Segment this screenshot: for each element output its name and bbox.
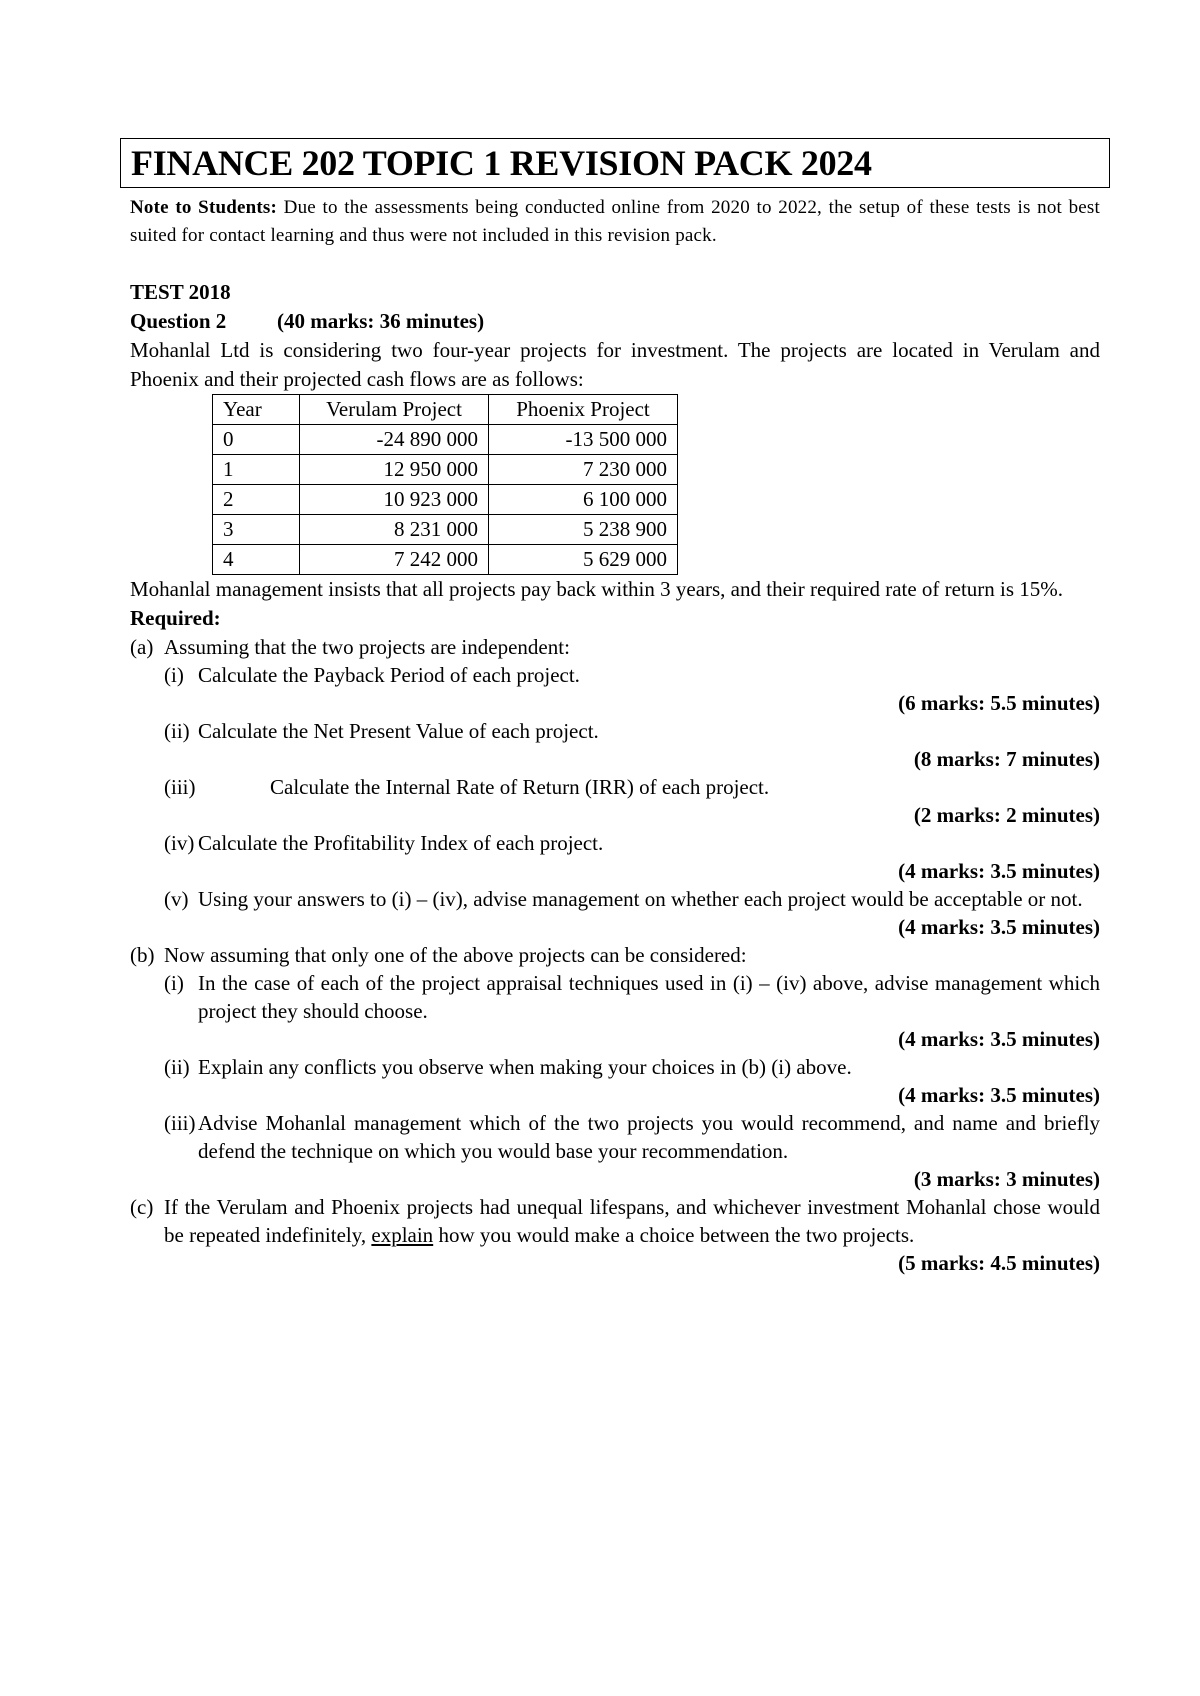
part-c-text: [164, 1193, 1100, 1249]
year-cell: 2: [213, 485, 300, 515]
cash-flow-table: [212, 394, 678, 575]
phoenix-cell: 5 238 900: [489, 515, 678, 545]
part-c-text-after: how you would make a choice between the two projects.: [433, 1223, 915, 1247]
year-cell: 1: [213, 455, 300, 485]
item-text: In the case of each of the project appraisal techniques used in (i) – (iv) above, advise management which project they should choose.: [198, 971, 1100, 1023]
document-page: [130, 138, 1100, 1277]
part-a-item: [130, 829, 1100, 857]
item-label: (iv): [164, 831, 195, 855]
part-c: [130, 1193, 1100, 1249]
question-marks: (40 marks: 36 minutes): [277, 309, 485, 333]
table-header-row: [213, 395, 678, 425]
item-text: Using your answers to (i) – (iv), advise management on whether each project would be acceptable or not.: [198, 887, 1083, 911]
note-text: Due to the assessments being conducted online from 2020 to 2022, the setup of these tests is not best suited for contact learning and thus were not included in this revision pack.: [130, 197, 1100, 246]
header-verulam: Verulam Project: [300, 395, 489, 425]
title-box: [120, 138, 1110, 188]
part-c-underlined: explain: [371, 1223, 434, 1247]
verulam-cell: 10 923 000: [300, 485, 489, 515]
table-row: [213, 485, 678, 515]
part-a: [130, 633, 1100, 661]
item-label: (v): [164, 887, 189, 911]
phoenix-cell: 6 100 000: [489, 485, 678, 515]
document-title: FINANCE 202 TOPIC 1 REVISION PACK 2024: [131, 143, 872, 183]
part-b-label: (b): [130, 943, 155, 967]
header-phoenix: Phoenix Project: [489, 395, 678, 425]
item-marks: (8 marks: 7 minutes): [913, 747, 1100, 771]
phoenix-cell: -13 500 000: [489, 425, 678, 455]
part-c-marks: (5 marks: 4.5 minutes): [898, 1251, 1100, 1275]
item-label: (ii): [164, 1055, 190, 1079]
part-a-item: [130, 717, 1100, 745]
table-row: [213, 455, 678, 485]
item-marks: (6 marks: 5.5 minutes): [898, 691, 1100, 715]
part-b-item: [130, 1109, 1100, 1165]
item-text: Explain any conflicts you observe when making your choices in (b) (i) above.: [198, 1055, 852, 1079]
item-marks: (4 marks: 3.5 minutes): [898, 915, 1100, 939]
phoenix-cell: 5 629 000: [489, 545, 678, 575]
part-a-item: [130, 885, 1100, 913]
question-heading: [130, 307, 1100, 336]
item-label: (ii): [164, 719, 190, 743]
part-c-text-before: If the Verulam and Phoenix projects had unequal lifespans, and whichever investment Mohanlal chose would be repeated indefinitely,: [164, 1195, 1100, 1247]
table-row: [213, 425, 678, 455]
item-label: (iii): [164, 775, 196, 799]
part-a-label: (a): [130, 635, 154, 659]
payback-requirement: Mohanlal management insists that all projects pay back within 3 years, and their required rate of return is 15%.: [130, 577, 1064, 601]
required-label: Required:: [130, 606, 221, 630]
part-b-item: [130, 1053, 1100, 1081]
phoenix-cell: 7 230 000: [489, 455, 678, 485]
year-cell: 0: [213, 425, 300, 455]
verulam-cell: 12 950 000: [300, 455, 489, 485]
verulam-cell: 8 231 000: [300, 515, 489, 545]
verulam-cell: -24 890 000: [300, 425, 489, 455]
year-cell: 4: [213, 545, 300, 575]
question-intro: Mohanlal Ltd is considering two four-year projects for investment. The projects are located in Verulam and Phoenix and their projected cash flows are as follows:: [130, 338, 1100, 391]
note-label: Note to Students:: [130, 197, 278, 218]
item-text: Calculate the Payback Period of each project.: [198, 663, 580, 687]
header-year: Year: [213, 395, 300, 425]
part-a-item: [130, 773, 1100, 801]
item-marks: (4 marks: 3.5 minutes): [898, 1027, 1100, 1051]
year-cell: 3: [213, 515, 300, 545]
part-a-item: [130, 661, 1100, 689]
item-label: (iii): [164, 1111, 196, 1135]
item-marks: (4 marks: 3.5 minutes): [898, 859, 1100, 883]
part-b-text: Now assuming that only one of the above projects can be considered:: [164, 943, 747, 967]
item-text: Calculate the Net Present Value of each project.: [198, 719, 599, 743]
part-b-item: [130, 969, 1100, 1025]
note-to-students: [130, 194, 1100, 250]
question-number: Question 2: [130, 309, 227, 333]
item-label: (i): [164, 971, 184, 995]
item-text: Calculate the Profitability Index of each project.: [198, 831, 604, 855]
item-marks: (4 marks: 3.5 minutes): [898, 1083, 1100, 1107]
item-text: Calculate the Internal Rate of Return (IRR) of each project.: [270, 775, 770, 799]
item-marks: (2 marks: 2 minutes): [913, 803, 1100, 827]
test-heading: TEST 2018: [130, 280, 231, 304]
table-row: [213, 545, 678, 575]
table-row: [213, 515, 678, 545]
part-a-text: Assuming that the two projects are independent:: [164, 635, 570, 659]
part-c-label: (c): [130, 1195, 154, 1219]
item-label: (i): [164, 663, 184, 687]
verulam-cell: 7 242 000: [300, 545, 489, 575]
item-marks: (3 marks: 3 minutes): [913, 1167, 1100, 1191]
item-text: Advise Mohanlal management which of the two projects you would recommend, and name and briefly defend the technique on which you would base your recommendation.: [198, 1111, 1100, 1163]
part-b: [130, 941, 1100, 969]
